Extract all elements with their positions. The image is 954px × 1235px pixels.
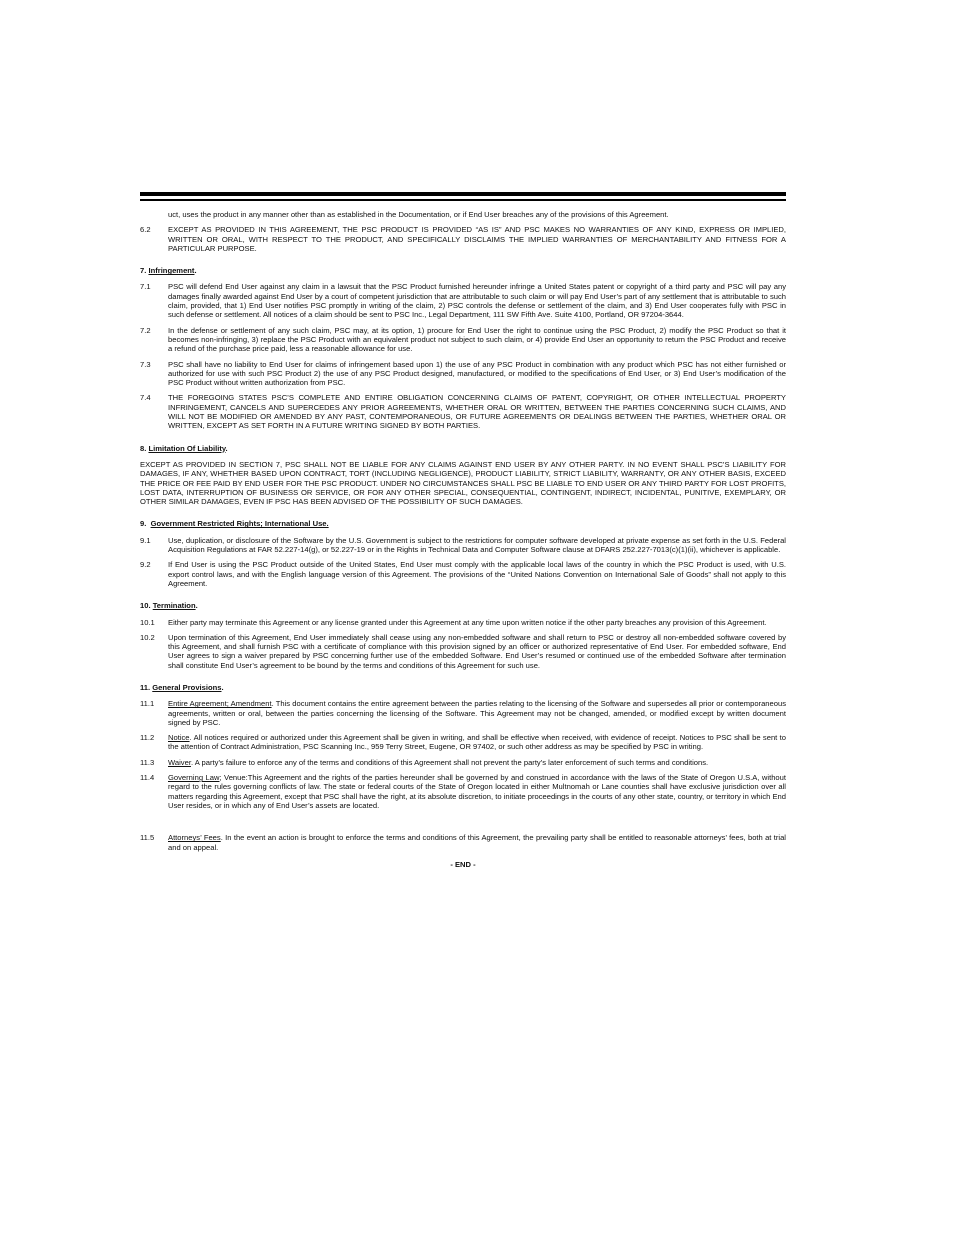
clause-text: If End User is using the PSC Product outside of the United States, End User must comply with the applicable local laws of the country in which the PSC Product is used, with U.S. export control laws, and with the English language version of this Agreement. The provisions of the “United Nations Convention on International Sale of Goods” shall not apply to this Agreement. xyxy=(168,560,786,588)
section-title: Limitation Of Liability xyxy=(148,443,226,453)
section-heading-7: 7. Infringement. xyxy=(140,266,197,276)
clause-11-2 xyxy=(140,733,786,752)
section-number: 9. xyxy=(140,519,147,529)
clause-number: 7.4 xyxy=(140,393,151,403)
clause-text: THE FOREGOING STATES PSC’S COMPLETE AND ENTIRE OBLIGATION CONCERNING CLAIMS OF PATENT, COPYRIGHT, OR OTHER INTELLECTUAL PROPERTY INFRINGEMENT, CANCELS AND SUPERCEDES ANY PRIOR AGREEMENTS, WHETHER ORAL OR WRITTEN, BETWEEN THE PARTIES CONCERNING SUCH CLAIMS, AND WILL NOT BE MODIFIED OR AMENDED BY ANY PAST, CONTEMPORANEOUS, OR FUTURE AGREEMENTS OR DEALINGS BETWEEN THE PARTIES, WHETHER ORAL OR WRITTEN, EXCEPT AS SET FORTH IN A FUTURE WRITING SIGNED BY BOTH PARTIES. xyxy=(168,393,786,431)
clause-9-2 xyxy=(140,560,786,588)
clause-text: EXCEPT AS PROVIDED IN THIS AGREEMENT, THE PSC PRODUCT IS PROVIDED “AS IS” AND PSC MAKES NO WARRANTIES OF ANY KIND, EXPRESS OR IMPLIED, WRITTEN OR ORAL, WITH RESPECT TO THE PRODUCT, AND SPECIFICALLY DISCLAIMS THE IMPLIED WARRANTIES OF MERCHANTABILITY AND FITNESS FOR A PARTICULAR PURPOSE. xyxy=(168,225,786,253)
section-heading-10: 10. Termination. xyxy=(140,601,198,611)
document-page xyxy=(140,192,786,869)
clause-number: 7.3 xyxy=(140,359,151,369)
section-number: 10. xyxy=(140,601,151,611)
spacer xyxy=(140,816,786,833)
clause-text: . All notices required or authorized under this Agreement shall be given in writing, and shall be effective when received, with evidence of receipt. Notices to PSC shall be sent to the attention of Contract Administration, PSC Scanning Inc., 959 Terry Street, Eugene, OR 97402, or such other address as may be specified by PSC in writing. xyxy=(168,733,786,752)
section-heading-9 xyxy=(140,519,786,528)
clause-text: . This document contains the entire agreement between the parties relating to the licensing of the Software and supersedes all prior or contemporaneous agreements, written or oral, between the parties concerning the licensing of the Software. This Agreement may not be changed, amended, or modified except by written document signed by PSC. xyxy=(168,699,786,727)
clause-10-2 xyxy=(140,633,786,670)
section-number: 11. xyxy=(140,682,151,692)
clause-11-5 xyxy=(140,833,786,852)
section-title: General Provisions xyxy=(152,682,222,692)
section-heading-8: 8. Limitation Of Liability. xyxy=(140,443,228,453)
clause-11-3 xyxy=(140,758,786,767)
section-number: 8. xyxy=(140,443,147,453)
clause-number: 7.2 xyxy=(140,325,151,335)
section-heading-11: 11. General Provisions. xyxy=(140,682,224,692)
clause-number: 9.2 xyxy=(140,560,151,570)
clause-number: 7.1 xyxy=(140,282,151,292)
clause-number: 10.1 xyxy=(140,617,155,627)
section-number: 7. xyxy=(140,266,147,276)
header-rule-thick xyxy=(140,192,786,196)
clause-number: 11.3 xyxy=(140,757,155,767)
clause-number: 11.5 xyxy=(140,833,155,843)
clause-10-1 xyxy=(140,618,786,627)
clause-text: ; Venue:This Agreement and the rights of the parties hereunder shall be governed by and construed in accordance with the laws of the State of Oregon U.S.A, without regard to the rules governing conflicts of law. The state or federal courts of the State of Oregon located in either Multnomah or Lane counties shall have exclusive jurisdiction over all matters regarding this Agreement, except that PSC shall have the right, at its absolute discretion, to initiate proceedings in the courts of any other state, country, or territory in which End User resides, or in which any of End User’s assets are located. xyxy=(168,773,786,810)
clause-7-1 xyxy=(140,282,786,319)
section-8-text: EXCEPT AS PROVIDED IN SECTION 7, PSC SHALL NOT BE LIABLE FOR ANY CLAIMS AGAINST END USER BY ANY OTHER PARTY. IN NO EVENT SHALL PSC’S LIABILITY FOR DAMAGES, IF ANY, WHETHER BASED UPON CONTRACT, TORT (INCLUDING NEGLIGENCE), PRODUCT LIABILITY, STRICT LIABILITY, WARRANTY, OR ANY OTHER BASIS, EXCEED THE PRICE OR FEE PAID BY END USER FOR THE PSC PRODUCT. UNDER NO CIRCUMSTANCES SHALL PSC BE LIABLE TO END USER OR ANY THIRD PARTY FOR LOST PROFITS, LOST DATA, INTERRUPTION OF BUSINESS OR SERVICE, OR FOR ANY OTHER SPECIAL, CONSEQUENTIAL, CONTINGENT, INDIRECT, INCIDENTAL, PUNITIVE, EXEMPLARY, OR OTHER SIMILAR DAMAGES, EVEN IF PSC HAS BEEN ADVISED OF THE POSSIBILITY OF SUCH DAMAGES. xyxy=(140,459,786,507)
clause-text: Upon termination of this Agreement, End User immediately shall cease using any non-embedded software and shall return to PSC or destroy all non-embedded software covered by this Agreement, and shall furnish PSC with a certificate of compliance with this provision signed by an officer or authorized representative of End User. For embedded software, End User agrees to sign a waiver prepared by PSC concerning further use of the embedded Software. End User’s resumed or continued use of the embedded Software after termination shall constitute End User’s agreement to be bound by the terms and conditions of this Agreement for such use. xyxy=(168,632,786,670)
clause-label: Notice xyxy=(168,733,190,743)
clause-number: 6.2 xyxy=(140,225,151,235)
clause-label: Entire Agreement; Amendment xyxy=(168,699,272,709)
clause-number: 11.4 xyxy=(140,773,155,783)
clause-text: Use, duplication, or disclosure of the Software by the U.S. Government is subject to the restrictions for computer software developed at private expense as set forth in the U.S. Federal Acquisition Regulations at FAR 52.227-14(g), or 52.227-19 or in the Rights in Technical Data and Computer Software clause at DFARS 252.227-7013(c)(1)(ii), whichever is applicable. xyxy=(168,535,786,555)
clause-text: PSC will defend End User against any claim in a lawsuit that the PSC Product furnished hereunder infringe a United States patent or copyright of a third party and PSC will pay any damages finally awarded against End User by a court of competent jurisdiction that are attributable to such claim or will pay End User’s part of any settlement that is attributable to such claim, provided, that 1) End User notifies PSC promptly in writing of the claim, 2) PSC controls the defense or settlement of the claim, and 3) End User cooperates fully with PSC in such defense or settlement. All notices of a claim should be sent to PSC Inc., Legal Department, 111 SW Fifth Ave. Suite 4100, Portland, OR 97204-3644. xyxy=(168,282,786,320)
clause-number: 9.1 xyxy=(140,535,151,545)
clause-label: Attorneys’ Fees xyxy=(168,833,221,843)
header-rule-thin xyxy=(140,199,786,201)
section-title: Termination xyxy=(152,601,196,611)
section-title: Government Restricted Rights; International Use. xyxy=(150,519,329,529)
clause-number: 11.2 xyxy=(140,733,155,743)
clause-9-1 xyxy=(140,536,786,555)
clause-label: Governing Law xyxy=(168,773,220,783)
clause-11-4 xyxy=(140,773,786,810)
clause-7-3 xyxy=(140,360,786,388)
continuation-text: uct, uses the product in any manner other than as established in the Documentation, or if End User breaches any of the provisions of this Agreement. xyxy=(168,210,669,219)
clause-text: . In the event an action is brought to enforce the terms and conditions of this Agreement, the prevailing party shall be entitled to reasonable attorneys’ fees, both at trial and on appeal. xyxy=(168,833,786,852)
clause-text: . A party’s failure to enforce any of the terms and conditions of this Agreement shall not prevent the party’s later enforcement of such terms and conditions. xyxy=(190,757,709,767)
section-title: Infringement xyxy=(148,266,195,276)
clause-text: In the defense or settlement of any such claim, PSC may, at its option, 1) procure for End User the right to continue using the PSC Product, 2) modify the PSC Product so that it becomes non-infringing, 3) replace the PSC Product with an equivalent product not subject to such claim, or 4) provide End User an opportunity to return the PSC Product and receive a refund of the purchase price paid, less a reasonable allowance for use. xyxy=(168,325,786,354)
clause-11-1 xyxy=(140,699,786,727)
clause-text: Either party may terminate this Agreement or any license granted under this Agreement at any time upon written notice if the other party breaches any provision of this Agreement. xyxy=(168,617,767,627)
clause-number: 10.2 xyxy=(140,632,155,642)
clause-text: PSC shall have no liability to End User for claims of infringement based upon 1) the use of any PSC Product in combination with any product which PSC has not either furnished or authorized for use with such PSC Product 2) the use of any PSC Product designed, manufactured, or modified to the specifications of End User, or 3) End User’s modification of the PSC Product without written authorization from PSC. xyxy=(168,359,786,388)
clause-number: 11.1 xyxy=(140,699,155,709)
end-marker: - END - xyxy=(450,859,476,869)
document-body xyxy=(140,210,786,869)
clause-label: Waiver xyxy=(168,757,191,767)
clause-7-2 xyxy=(140,326,786,354)
clause-6-2 xyxy=(140,225,786,253)
clause-7-4 xyxy=(140,393,786,430)
